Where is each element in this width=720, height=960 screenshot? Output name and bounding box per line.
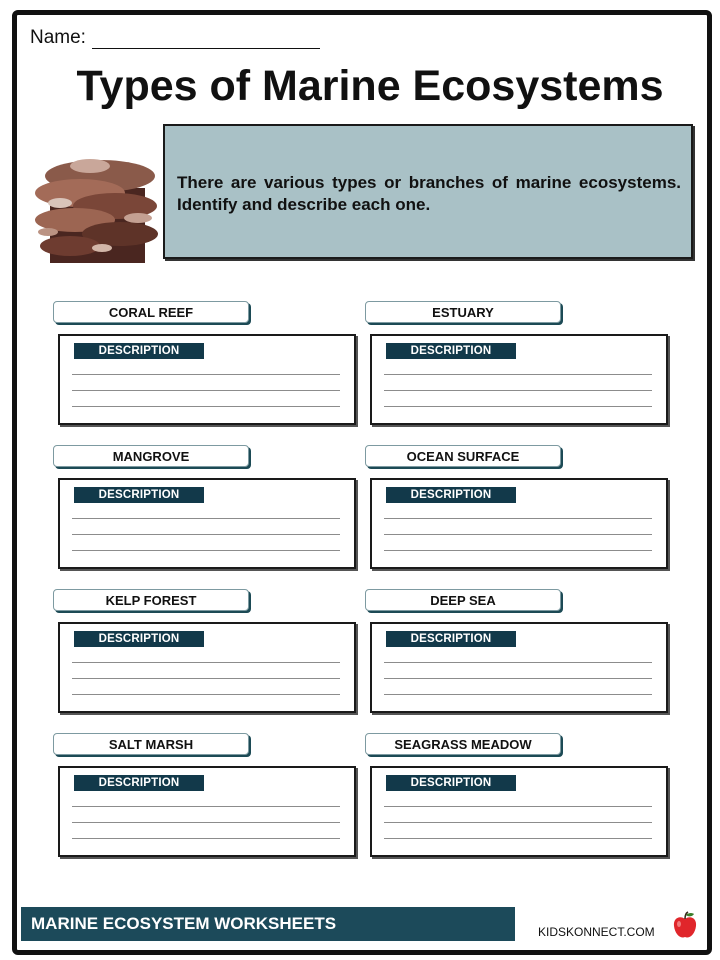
- answer-line[interactable]: [72, 406, 340, 407]
- description-box[interactable]: [58, 766, 356, 857]
- description-label: DESCRIPTION: [74, 775, 204, 791]
- description-box[interactable]: [370, 622, 668, 713]
- answer-line[interactable]: [384, 822, 652, 823]
- footer-title-text: MARINE ECOSYSTEM WORKSHEETS: [31, 914, 337, 933]
- answer-line[interactable]: [72, 374, 340, 375]
- answer-line[interactable]: [384, 550, 652, 551]
- description-box[interactable]: [370, 478, 668, 569]
- answer-line[interactable]: [384, 390, 652, 391]
- coral-image: [20, 148, 170, 263]
- description-label: DESCRIPTION: [386, 343, 516, 359]
- answer-line[interactable]: [72, 806, 340, 807]
- page-title: Types of Marine Ecosystems: [76, 62, 664, 110]
- description-label: DESCRIPTION: [74, 487, 204, 503]
- footer-series-title: [21, 907, 515, 941]
- description-label: DESCRIPTION: [74, 343, 204, 359]
- answer-line[interactable]: [384, 678, 652, 679]
- apple-icon: [668, 908, 702, 942]
- ecosystem-label: DEEP SEA: [365, 589, 561, 611]
- footer-site-name: KIDSKONNECT.COM: [538, 925, 655, 939]
- name-blank-line[interactable]: [92, 30, 320, 49]
- description-label: DESCRIPTION: [386, 775, 516, 791]
- description-box[interactable]: [58, 622, 356, 713]
- answer-line[interactable]: [72, 662, 340, 663]
- ecosystem-label: KELP FOREST: [53, 589, 249, 611]
- answer-line[interactable]: [384, 694, 652, 695]
- description-box[interactable]: [58, 334, 356, 425]
- answer-line[interactable]: [72, 550, 340, 551]
- answer-line[interactable]: [384, 518, 652, 519]
- ecosystem-label: MANGROVE: [53, 445, 249, 467]
- answer-line[interactable]: [384, 838, 652, 839]
- answer-line[interactable]: [72, 678, 340, 679]
- answer-line[interactable]: [72, 838, 340, 839]
- answer-line[interactable]: [384, 806, 652, 807]
- answer-line[interactable]: [384, 534, 652, 535]
- answer-line[interactable]: [72, 694, 340, 695]
- description-box[interactable]: [370, 334, 668, 425]
- ecosystem-label: SALT MARSH: [53, 733, 249, 755]
- answer-line[interactable]: [72, 534, 340, 535]
- answer-line[interactable]: [72, 390, 340, 391]
- answer-line[interactable]: [384, 662, 652, 663]
- description-box[interactable]: [370, 766, 668, 857]
- name-field[interactable]: [30, 27, 320, 49]
- answer-line[interactable]: [384, 406, 652, 407]
- description-box[interactable]: [58, 478, 356, 569]
- description-label: DESCRIPTION: [74, 631, 204, 647]
- description-label: DESCRIPTION: [386, 631, 516, 647]
- answer-line[interactable]: [384, 374, 652, 375]
- ecosystem-label: SEAGRASS MEADOW: [365, 733, 561, 755]
- ecosystem-label: ESTUARY: [365, 301, 561, 323]
- name-label: Name:: [30, 27, 86, 48]
- ecosystem-label: OCEAN SURFACE: [365, 445, 561, 467]
- answer-line[interactable]: [72, 822, 340, 823]
- description-label: DESCRIPTION: [386, 487, 516, 503]
- answer-line[interactable]: [72, 518, 340, 519]
- ecosystem-label: CORAL REEF: [53, 301, 249, 323]
- intro-text: There are various types or branches of marine ecosystems. Identify and describe each one.: [177, 173, 681, 214]
- intro-box: [163, 124, 693, 259]
